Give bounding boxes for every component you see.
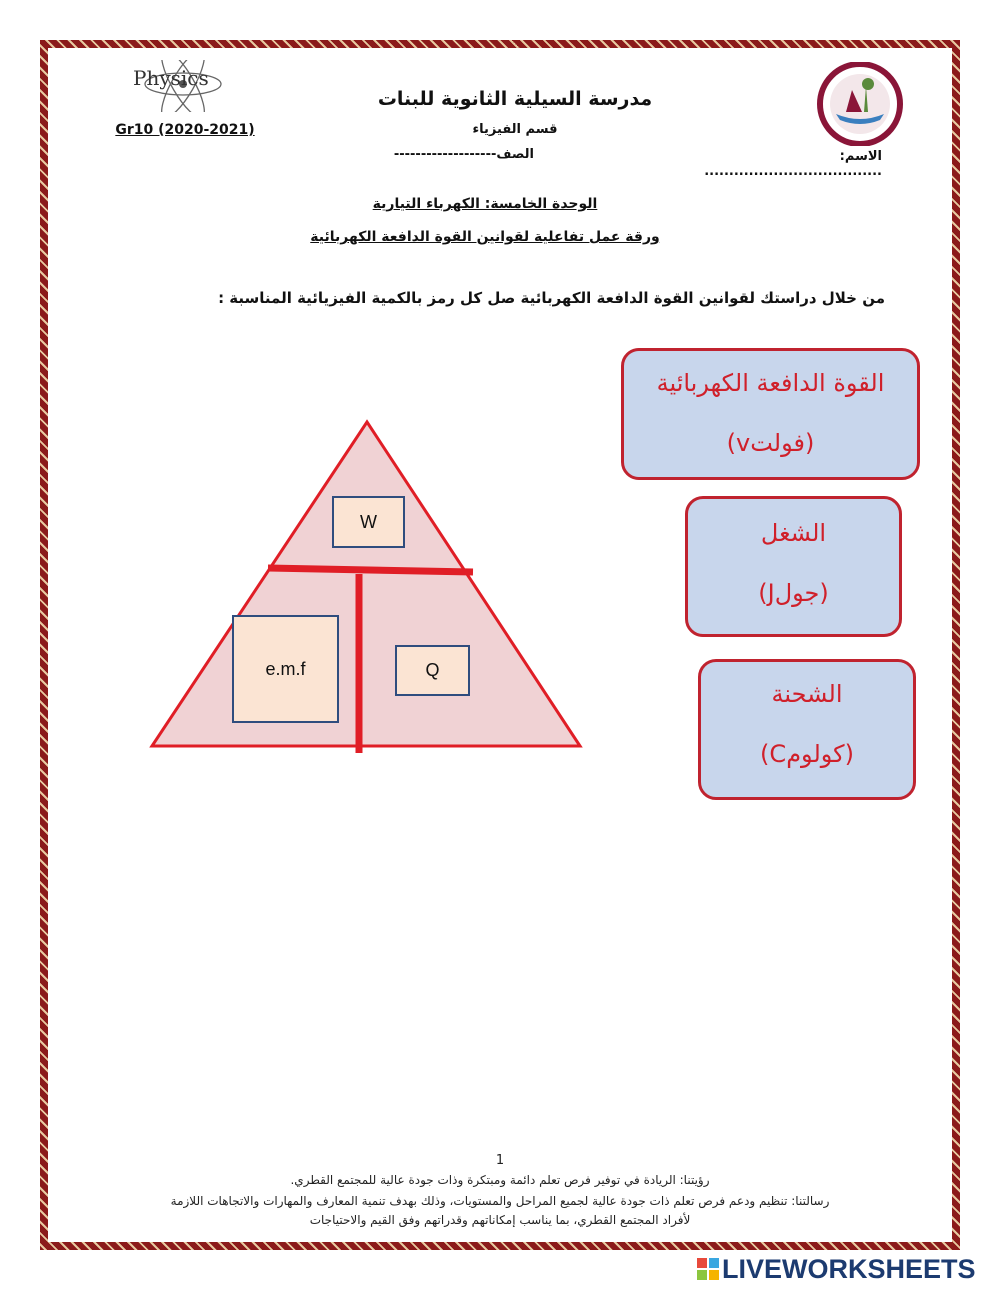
page-number: 1: [495, 1153, 505, 1168]
school-name: مدرسة السيلية الثانوية للبنات: [377, 88, 653, 110]
card-charge[interactable]: [698, 659, 916, 800]
class-field[interactable]: الصف-------------------: [393, 147, 534, 162]
formula-triangle: [140, 410, 590, 760]
card-work-unit: (جولJ): [758, 579, 829, 607]
triangle-box-w[interactable]: W: [332, 496, 405, 548]
card-emf-unit: (فولتv): [726, 429, 815, 457]
mission-text-2: لأفراد المجتمع القطري، بما يناسب إمكاناتهم وقدراتهم وفق القيم والاحتياجات: [309, 1213, 691, 1227]
worksheet-title: ورقة عمل تفاعلية لقوانين القوة الدافعة الكهربائية: [310, 229, 660, 245]
unit-title: الوحدة الخامسة: الكهرباء التيارية: [372, 196, 598, 212]
department-name: قسم الفيزياء: [472, 122, 558, 137]
triangle-horizontal-divider: [268, 568, 473, 572]
triangle-shape: [152, 422, 580, 746]
triangle-box-q[interactable]: Q: [395, 645, 470, 696]
card-emf[interactable]: [621, 348, 920, 480]
ministry-emblem: [806, 62, 914, 146]
card-charge-unit: (كولومC): [760, 740, 854, 768]
triangle-box-emf[interactable]: e.m.f: [232, 615, 339, 723]
liveworksheets-logo-icon: [697, 1258, 719, 1280]
student-name-field[interactable]: الاسم: ....................................: [704, 149, 882, 179]
physics-logo-text: Physics: [133, 66, 209, 90]
liveworksheets-watermark: LIVEWORKSHEETS: [722, 1254, 976, 1284]
physics-logo: [128, 60, 238, 112]
vision-text: رؤيتنا: الريادة في توفير فرص تعلم دائمة ومبتكرة وذات جودة عالية للمجتمع القطري.: [290, 1173, 710, 1187]
grade-label: Gr10 (2020-2021): [115, 122, 255, 138]
card-charge-name: الشحنة: [771, 680, 843, 708]
card-work-name: الشغل: [760, 519, 827, 547]
instruction-text: من خلال دراستك لقوانين القوة الدافعة الكهربائية صل كل رمز بالكمية الفيزيائية المناسبة :: [218, 289, 885, 307]
mission-text-1: رسالتنا: تنظيم ودعم فرص تعلم ذات جودة عالية لجميع المراحل والمستويات، وذلك بهدف تنمية المعارف والمهارات والاتجاهات اللازمة: [170, 1194, 830, 1208]
card-work[interactable]: [685, 496, 902, 637]
card-emf-name: القوة الدافعة الكهربائية: [656, 369, 885, 397]
